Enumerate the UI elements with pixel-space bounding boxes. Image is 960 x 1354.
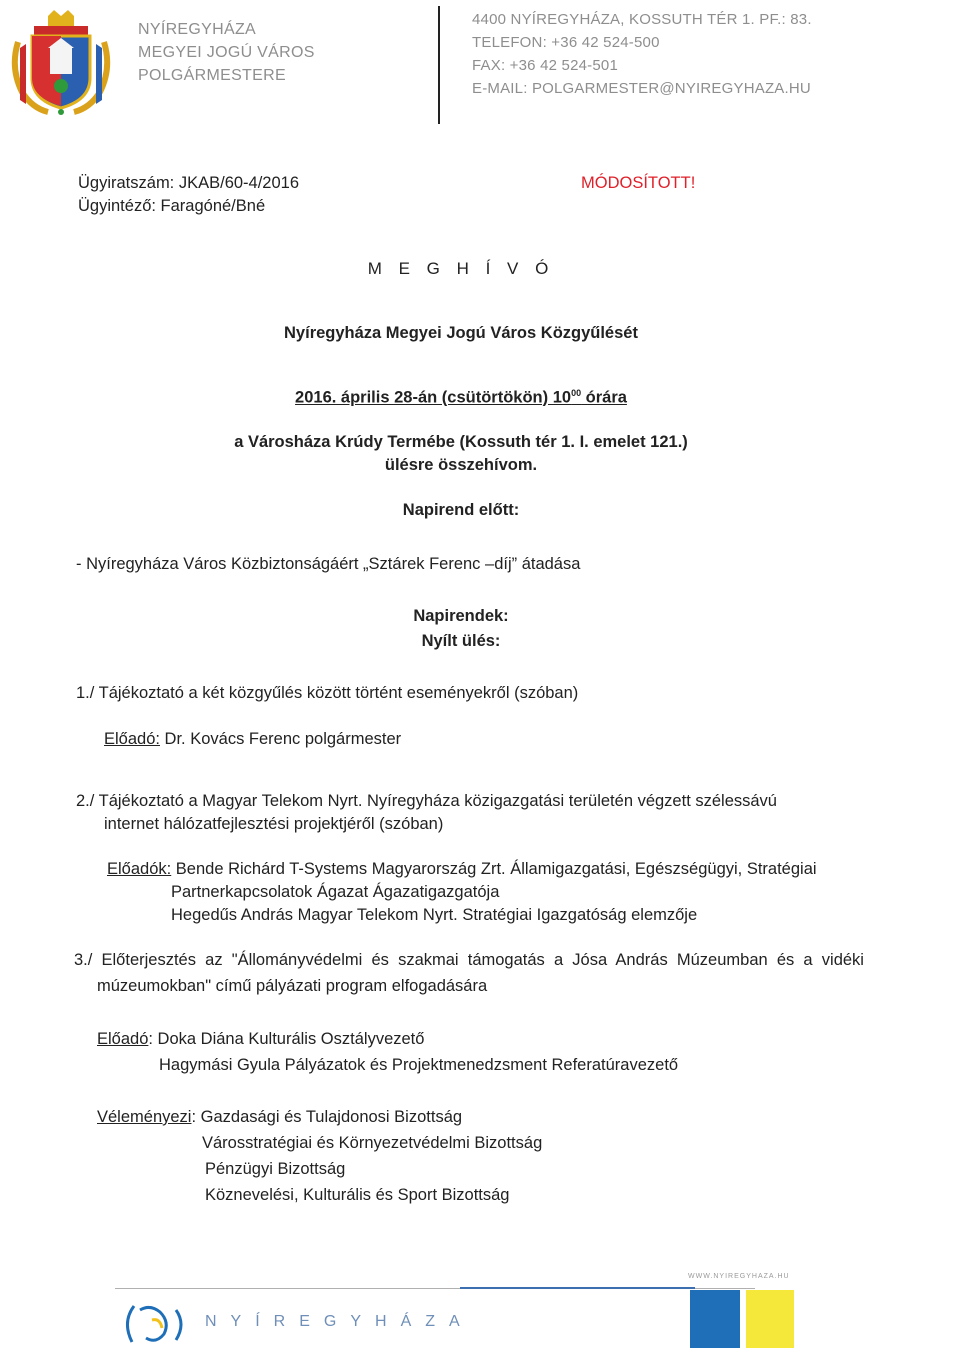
contact-block [472, 8, 812, 100]
meeting-date [0, 388, 922, 408]
modified-status: MÓDOSÍTOTT! [581, 174, 696, 192]
opinion-committees [97, 1106, 462, 1129]
committee-1: : Gazdasági és Tulajdonosi Bizottság [191, 1108, 463, 1126]
footer-brand-name: NYÍREGYHÁZA [205, 1313, 474, 1330]
footer-blue-bar [690, 1290, 740, 1348]
presenter-second: Hegedűs András Magyar Telekom Nyrt. Stratégiai Igazgatóság elemzője [171, 906, 698, 924]
agenda-heading: Napirendek: [413, 607, 509, 625]
presenter-label: Előadó: [104, 730, 160, 748]
footer-url: WWW.NYIREGYHAZA.HU [688, 1273, 790, 1280]
contact-address: 4400 NYÍREGYHÁZA, KOSSUTH TÉR 1. PF.: 83. [472, 11, 812, 28]
session-heading: Nyílt ülés: [421, 632, 501, 650]
presenter-label: Előadó [97, 1030, 149, 1048]
contact-fax: FAX: +36 42 524-501 [472, 57, 618, 74]
agenda-item-2-presenter [107, 858, 817, 881]
agenda-item-3-title: 3./ Előterjesztés az "Állományvédelmi és szakmai támogatás a Jósa András Múzeumban és a vidéki [74, 951, 864, 969]
assembly-line: Nyíregyháza Megyei Jogú Város Közgyűlését [284, 324, 638, 342]
presenter-label: Előadók: [107, 860, 172, 878]
org-line: NYÍREGYHÁZA [138, 21, 256, 38]
meeting-date-suffix: órára [581, 388, 627, 407]
pre-agenda-heading: Napirend előtt: [402, 501, 520, 519]
org-line: POLGÁRMESTERE [138, 67, 286, 84]
organization-name [138, 18, 315, 87]
committee-4: Köznevelési, Kulturális és Sport Bizottság [205, 1186, 510, 1204]
agenda-item-3-title-cont: múzeumokban" című pályázati program elfogadására [97, 977, 488, 995]
agenda-item-2-title: 2./ Tájékoztató a Magyar Telekom Nyrt. Nyíregyháza közigazgatási területén végzett szélessávú [76, 792, 777, 810]
city-crest-logo [8, 8, 114, 116]
case-officer: Ügyintéző: Faragóné/Bné [78, 197, 266, 215]
meeting-date-minutes: 00 [571, 388, 582, 398]
opinion-label: Véleményezi [97, 1108, 192, 1126]
page-title: M E G H Í V Ó [367, 259, 555, 278]
case-number: Ügyiratszám: JKAB/60-4/2016 [78, 174, 300, 192]
header-divider [438, 6, 440, 124]
footer-yellow-bar [746, 1290, 794, 1348]
agenda-item-1-title: 1./ Tájékoztató a két közgyűlés között történt eseményekről (szóban) [76, 684, 579, 702]
agenda-item-3-presenter [97, 1028, 424, 1051]
contact-phone: TELEFON: +36 42 524-500 [472, 34, 660, 51]
agenda-item-1-presenter [104, 728, 401, 751]
pre-agenda-item: - Nyíregyháza Város Közbiztonságáért „Sztárek Ferenc –díj” átadása [76, 555, 581, 573]
contact-email: E-MAIL: POLGARMESTER@NYIREGYHAZA.HU [472, 80, 811, 97]
footer-accent-line [460, 1287, 695, 1289]
presenter-title-cont: Partnerkapcsolatok Ágazat Ágazatigazgatója [171, 883, 500, 901]
committee-3: Pénzügyi Bizottság [205, 1160, 346, 1178]
meeting-date-text: 2016. április 28-án (csütörtökön) 10 [295, 388, 572, 407]
convened-line: ülésre összehívom. [384, 456, 538, 474]
committee-2: Városstratégiai és Környezetvédelmi Bizottság [202, 1134, 543, 1152]
org-line: MEGYEI JOGÚ VÁROS [138, 44, 315, 61]
presenter-second: Hagymási Gyula Pályázatok és Projektmenedzsment Referatúravezető [159, 1056, 679, 1074]
presenter-name: Bende Richárd T-Systems Magyarország Zrt. Államigazgatási, Egészségügyi, Stratégiai [171, 860, 817, 878]
presenter-name: : Doka Diána Kulturális Osztályvezető [148, 1030, 425, 1048]
agenda-item-2-title-cont: internet hálózatfejlesztési projektjéről (szóban) [104, 815, 444, 833]
presenter-name: Dr. Kovács Ferenc polgármester [159, 730, 402, 748]
meeting-venue: a Városháza Krúdy Termébe (Kossuth tér 1. I. emelet 121.) [234, 433, 688, 451]
reference-block [78, 172, 299, 218]
city-brand-icon [120, 1298, 190, 1348]
